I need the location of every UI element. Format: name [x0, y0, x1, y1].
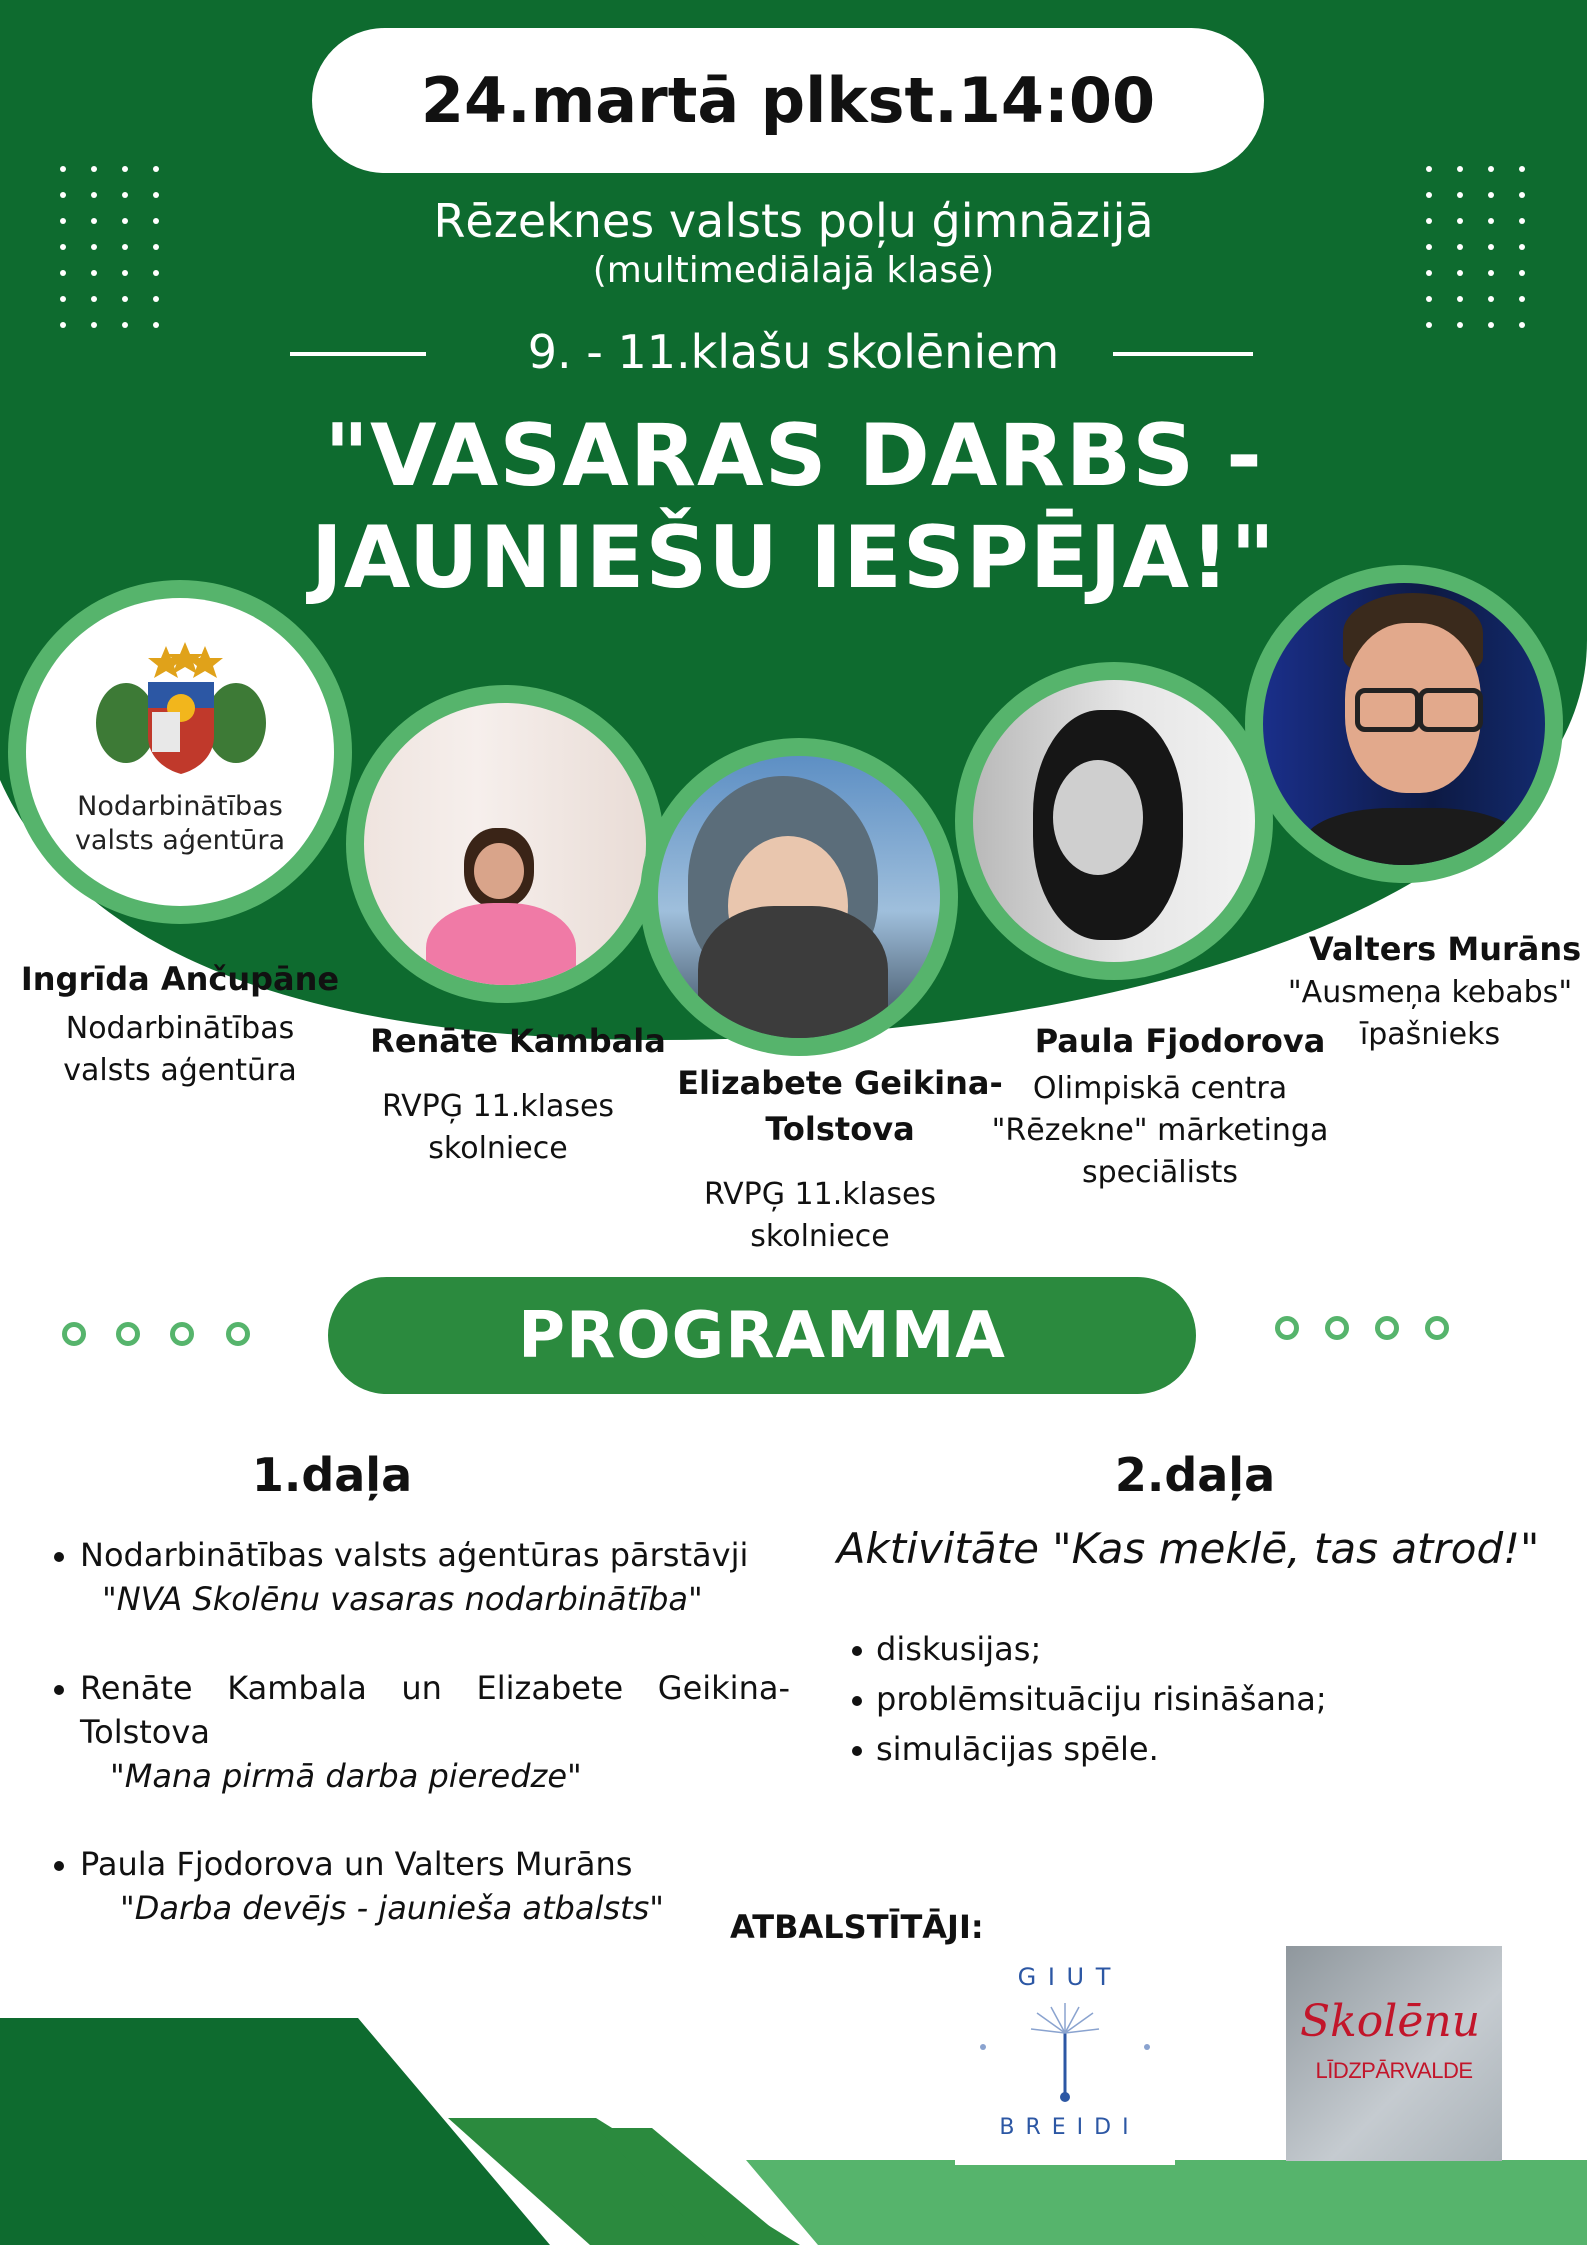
ring-decoration — [1425, 1316, 1449, 1340]
part1-item3 — [80, 1842, 800, 1930]
agency-logo-circle — [8, 580, 352, 924]
speaker-photo-elizabete — [640, 738, 958, 1056]
part1-item2-text-line2: Tolstova — [80, 1713, 210, 1751]
giut-logo-bottom-text: B R E I D I — [999, 2115, 1131, 2140]
speaker-role-line1: Olimpiskā centra — [1032, 1071, 1288, 1106]
speaker-name-line2: Tolstova — [765, 1110, 915, 1148]
supporters-label: ATBALSTĪTĀJI: — [730, 1908, 984, 1946]
photo-placeholder — [1263, 583, 1545, 865]
speaker-name-line1: Elizabete Geikina- — [677, 1064, 1003, 1102]
part2-item3: simulācijas spēle. — [876, 1730, 1159, 1768]
ring-decoration — [116, 1322, 140, 1346]
photo-placeholder — [364, 703, 646, 985]
part1-item3-text: Paula Fjodorova un Valters Murāns — [80, 1845, 633, 1883]
bullet — [852, 1696, 862, 1706]
speaker-name: Paula Fjodorova — [1034, 1022, 1326, 1060]
event-title-line1: "VASARAS DARBS - — [324, 406, 1263, 506]
ring-decoration — [170, 1322, 194, 1346]
bullet — [54, 1861, 64, 1871]
latvia-coat-of-arms-icon — [26, 598, 334, 906]
speaker-role-line2: skolniece — [428, 1131, 568, 1166]
speaker-role-line3: speciālists — [1081, 1155, 1239, 1190]
speaker-role-line1: RVPĢ 11.klases — [381, 1089, 615, 1124]
part1-item2-topic: "Mana pirmā darba pieredze" — [110, 1757, 582, 1795]
date-time-badge: 24.martā plkst.14:00 — [312, 28, 1264, 173]
part1-item3-topic: "Darba devējs - jaunieša atbalsts" — [120, 1889, 664, 1927]
skolenu-logo-caps: LĪDZPĀRVALDE — [1315, 2058, 1473, 2083]
part2-activity: Aktivitāte "Kas meklē, tas atrod!" — [836, 1524, 1540, 1573]
part1-item1-text: Nodarbinātības valsts aģentūras pārstāvji — [80, 1536, 749, 1574]
speaker-name: Ingrīda Ančupāne — [20, 960, 340, 998]
part1-heading: 1.daļa — [251, 1448, 413, 1502]
speaker-role-line1: RVPĢ 11.klases — [703, 1177, 937, 1212]
part2-item2: problēmsituāciju risināšana; — [876, 1680, 1327, 1718]
speaker-renate — [338, 1018, 698, 1170]
speaker-role-line2: īpašnieks — [1359, 1017, 1501, 1052]
bullet — [852, 1646, 862, 1656]
speaker-valters — [1265, 926, 1587, 1056]
speaker-photo-paula — [955, 662, 1273, 980]
speaker-name: Valters Murāns — [1308, 930, 1582, 968]
ring-decoration — [62, 1322, 86, 1346]
speaker-photo-valters — [1245, 565, 1563, 883]
giut-logo-top-text: G I U T — [1017, 1963, 1113, 1991]
part1-item2-text-line1: Renāte Kambala un Elizabete Geikina- — [80, 1669, 790, 1707]
speaker-role-line2: valsts aģentūra — [63, 1053, 297, 1088]
audience-text: 9. - 11.klašu skolēniem — [527, 325, 1060, 379]
skolenu-logo-script: Skolēnu — [1300, 1996, 1481, 2047]
ring-decoration — [1275, 1316, 1299, 1340]
bullet — [852, 1746, 862, 1756]
ring-decoration — [1375, 1316, 1399, 1340]
speaker-photo-renate — [346, 685, 664, 1003]
bottom-stripe-band — [746, 2160, 1587, 2245]
speaker-ingrida — [0, 956, 360, 1092]
part1-item1-topic: "NVA Skolēnu vasaras nodarbinātība" — [102, 1580, 703, 1618]
speaker-role-line1: "Ausmeņa kebabs" — [1287, 975, 1573, 1010]
part1-item2 — [80, 1666, 790, 1798]
photo-placeholder — [658, 756, 940, 1038]
part2-heading: 2.daļa — [1114, 1448, 1276, 1502]
bullet — [54, 1685, 64, 1695]
speaker-role-line1: Nodarbinātības — [65, 1011, 295, 1046]
part1-item1 — [80, 1533, 800, 1621]
ring-decoration — [1325, 1316, 1349, 1340]
agency-logo-text-line1: Nodarbinātības — [77, 791, 283, 822]
part2-item1: diskusijas; — [876, 1630, 1042, 1668]
supporter-logo-skolenu-lidzparvalde — [1286, 1946, 1502, 2161]
program-heading: PROGRAMMA — [328, 1277, 1196, 1394]
ring-decoration — [226, 1322, 250, 1346]
speaker-role-line2: skolniece — [750, 1219, 890, 1254]
supporter-logo-giut-breidi — [955, 1955, 1175, 2165]
bullet — [54, 1552, 64, 1562]
event-title-line2: JAUNIEŠU IESPĒJA!" — [310, 508, 1277, 608]
agency-logo-text-line2: valsts aģentūra — [74, 825, 286, 856]
photo-placeholder — [973, 680, 1255, 962]
venue-room-text: (multimediālajā klasē) — [592, 250, 995, 291]
venue-text: Rēzeknes valsts poļu ģimnāzijā — [433, 194, 1154, 248]
speaker-role-line2: "Rēzekne" mārketinga — [991, 1113, 1329, 1148]
speaker-name: Renāte Kambala — [370, 1022, 666, 1060]
